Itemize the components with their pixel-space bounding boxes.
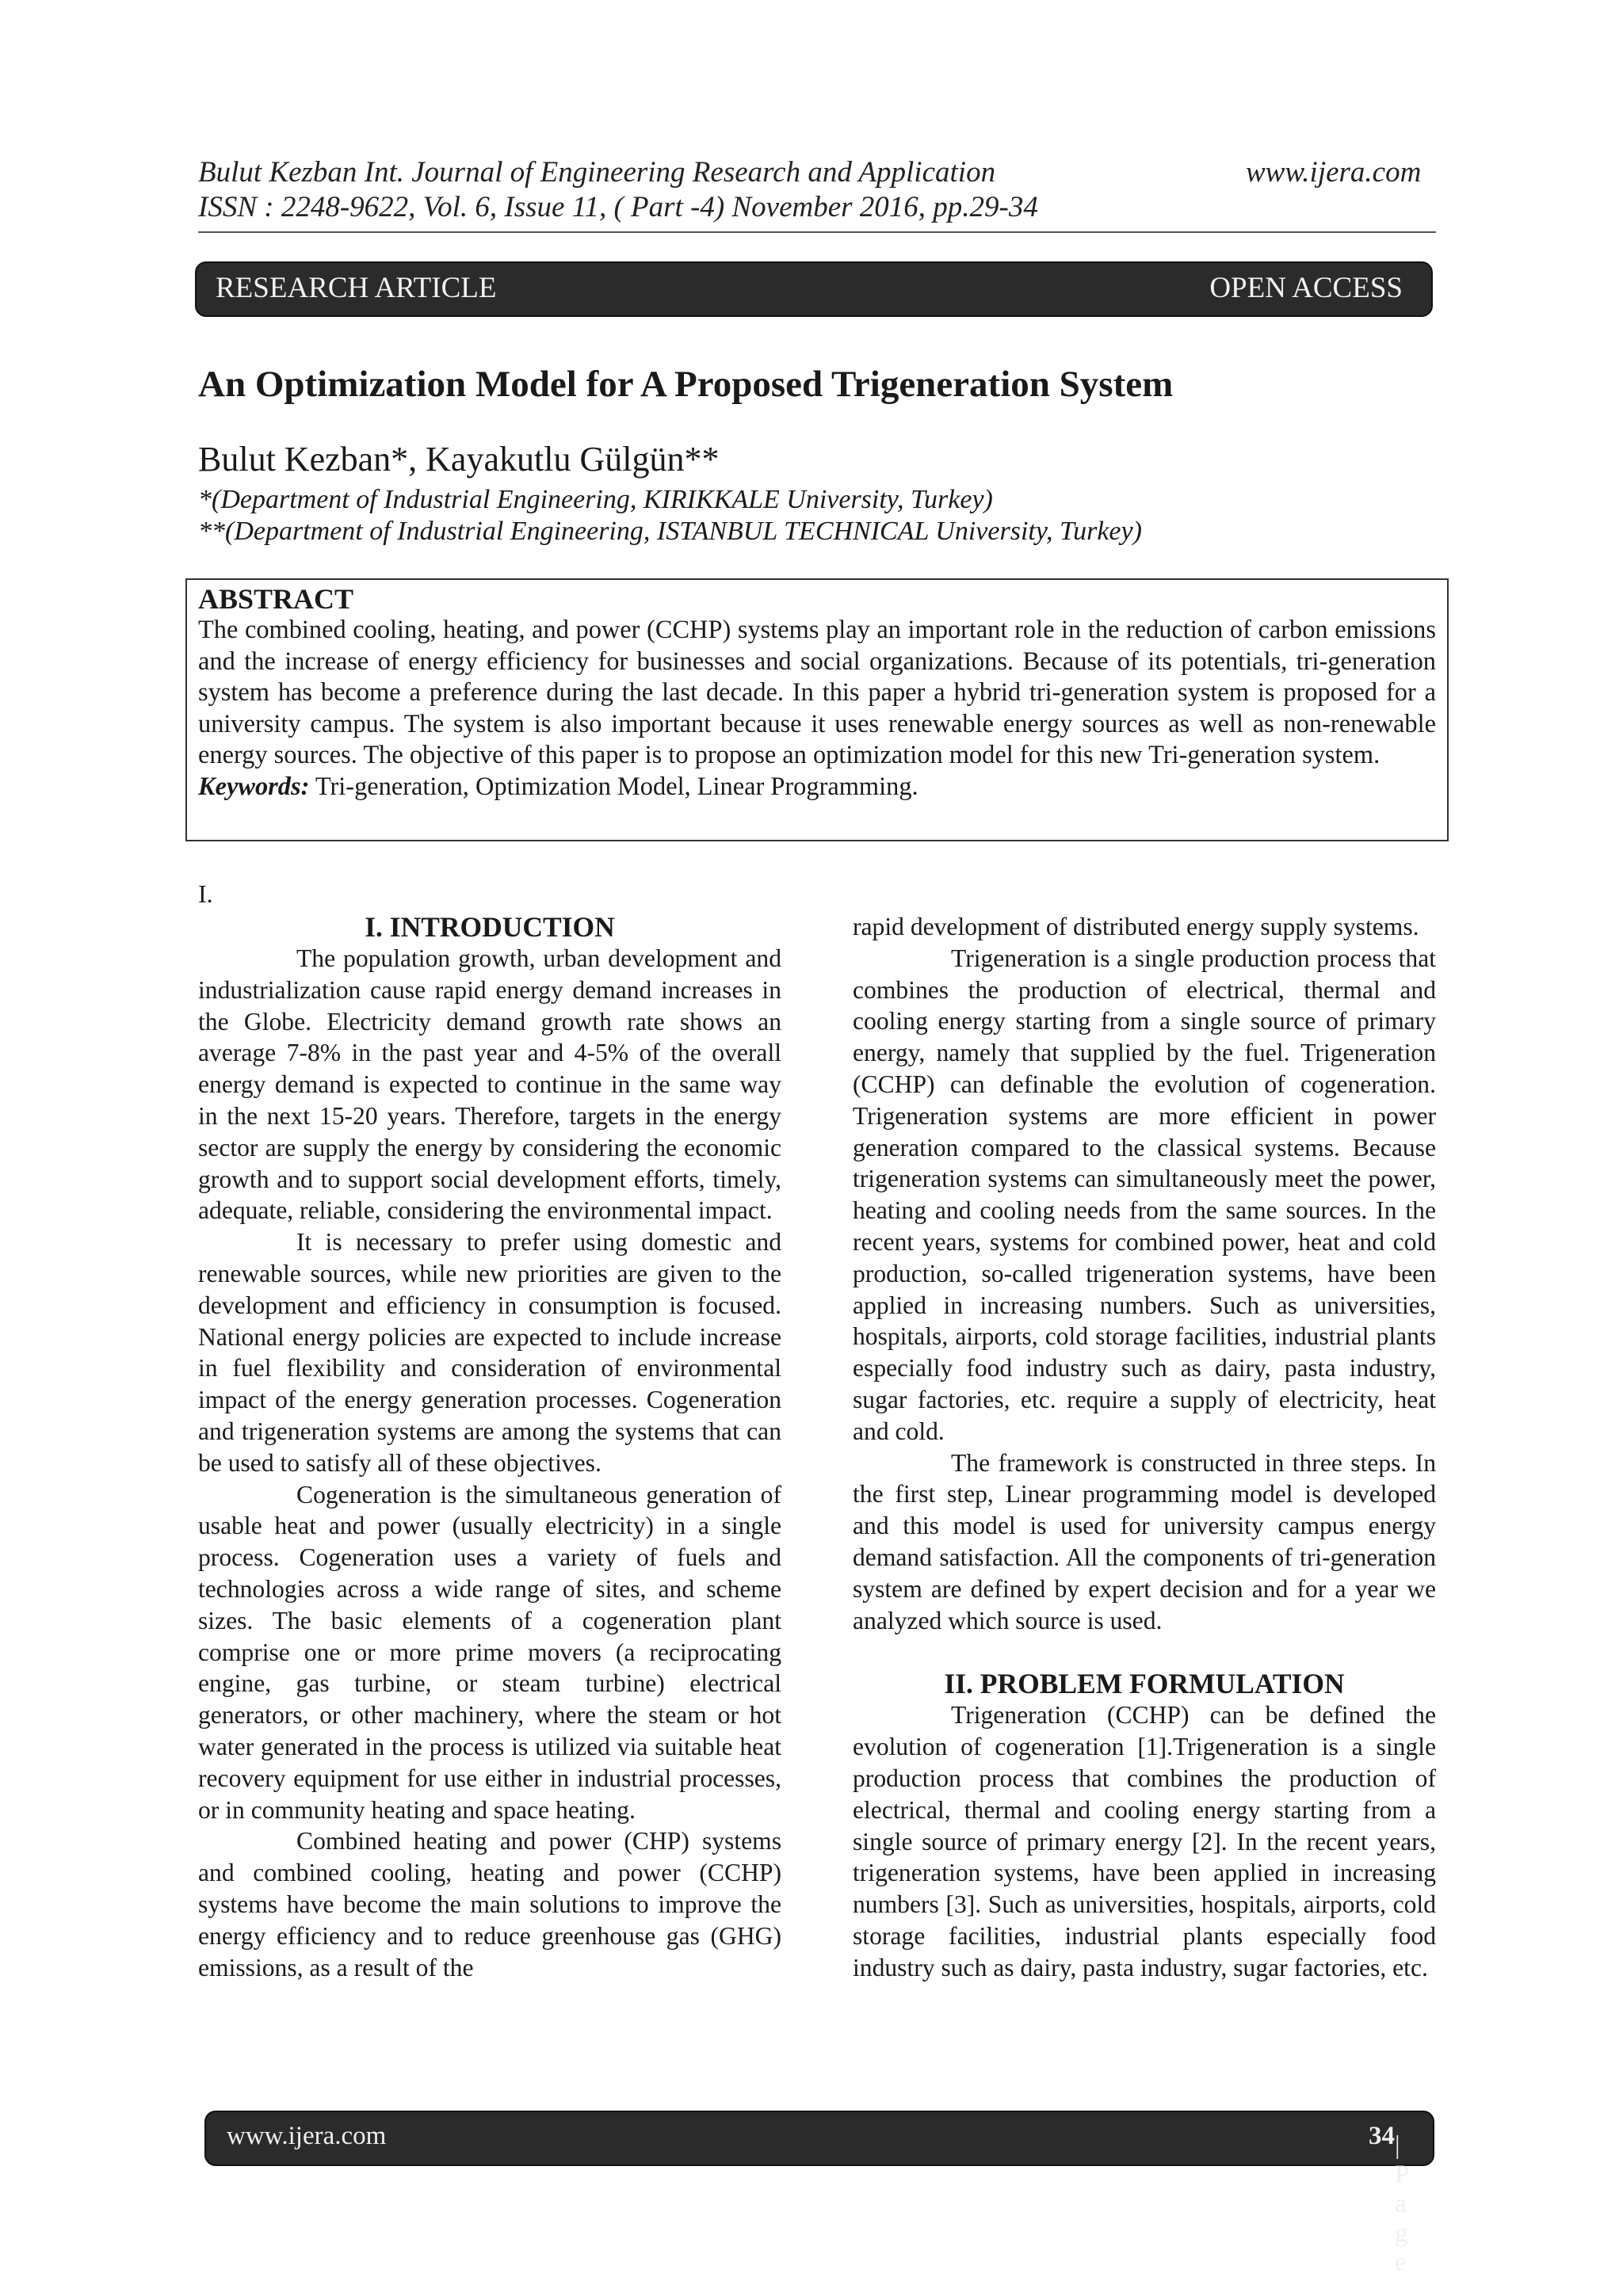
intro-paragraph: Combined heating and power (CHP) systems and combined cooling, heating and power (CCHP) systems have become the main solutions to improve the energy efficiency and to reduce greenhouse gas (GHG) emissions, as a result of the (198, 1827, 781, 1981)
section-heading-problem-formulation: II. PROBLEM FORMULATION (944, 1668, 1345, 1700)
right-column (853, 911, 1436, 1984)
left-column (198, 911, 781, 1983)
research-article-label: RESEARCH ARTICLE (216, 272, 497, 304)
journal-title: Bulut Kezban Int. Journal of Engineering Research and Application (198, 156, 996, 189)
abstract-text: The combined cooling, heating, and power (CCHP) systems play an important role in the reduction of carbon emissions and the increase of energy efficiency for businesses and social organizations. Because of its potentials, tri-generation system has become a preference during the last decade. In this paper a hybrid tri-generation system is proposed for a university campus. The system is also important because it uses renewable energy sources as well as non-renewable energy sources. The objective of this paper is to propose an optimization model for this new Tri-generation system. (198, 616, 1436, 769)
affiliation-2: **(Department of Industrial Engineering, ISTANBUL TECHNICAL University, Turkey) (198, 517, 1142, 546)
continued-paragraph: rapid development of distributed energy supply systems. (853, 913, 1419, 940)
problem-formulation-paragraph: Trigeneration (CCHP) can be defined the evolution of cogeneration [1].Trigeneration is a single production process that combines the production of electrical, thermal and cooling energy starting from a single source of primary energy [2]. In the recent years, trigeneration systems, have been applied in increasing numbers [3]. Such as universities, hospitals, airports, cold storage facilities, industrial plants especially food industry such as dairy, pasta industry, sugar factories, etc. (853, 1701, 1436, 1981)
header-rule (198, 231, 1436, 233)
keywords-line (198, 772, 1436, 803)
paper-title: An Optimization Model for A Proposed Trigeneration System (198, 364, 1174, 405)
journal-website[interactable]: www.ijera.com (1246, 156, 1422, 189)
section-heading-introduction: I. INTRODUCTION (365, 911, 615, 943)
stray-section-marker: I. (198, 879, 213, 908)
keywords-value: Tri-generation, Optimization Model, Linear Programming. (309, 772, 918, 801)
page-footer (204, 2111, 1434, 2277)
article-type-banner (195, 261, 1433, 317)
body-paragraph: Trigeneration is a single production process that combines the production of electrical, thermal and cooling energy starting from a single source of primary energy, namely that supplied by the fuel. Trigeneration (CCHP) can definable the evolution of cogeneration. Trigeneration systems are more efficient in power generation compared to the classical systems. Because trigeneration systems can simultaneously meet the power, heating and cooling needs from the same sources. In the recent years, systems for combined power, heat and cold production, so-called trigeneration systems, have been applied in increasing numbers. Such as universities, hospitals, airports, cold storage facilities, industrial plants especially food industry such as dairy, pasta industry, sugar factories, etc. require a supply of electricity, heat and cold. (853, 944, 1436, 1445)
page-number: 34 (1369, 2122, 1395, 2150)
keywords-label: Keywords: (198, 772, 310, 801)
intro-paragraph: The population growth, urban development and industrialization cause rapid energy demand increases in the Globe. Electricity demand growth rate shows an average 7-8% in the past year and 4-5% of the overall energy demand is expected to continue in the same way in the next 15-20 years. Therefore, targets in the energy sector are supply the energy by considering the economic growth and to support social development efforts, timely, adequate, reliable, considering the environmental impact. (198, 944, 781, 1225)
body-paragraph: The framework is constructed in three steps. In the first step, Linear programming model is developed and this model is used for university campus energy demand satisfaction. All the components of tri-generation system are defined by expert decision and for a year we analyzed which source is used. (853, 1448, 1436, 1634)
abstract-heading: ABSTRACT (198, 583, 354, 615)
page-indicator (1369, 2122, 1409, 2277)
intro-paragraph: It is necessary to prefer using domestic and renewable sources, while new priorities are given to the development and efficiency in consumption is focused. National energy policies are expected to include increase in fuel flexibility and consideration of environmental impact of the energy generation processes. Cogeneration and trigeneration systems are among the systems that can be used to satisfy all of these objectives. (198, 1228, 781, 1477)
page-label: | P a g e (1395, 2131, 1409, 2277)
open-access-label: OPEN ACCESS (1209, 272, 1403, 304)
intro-paragraph: Cogeneration is the simultaneous generation of usable heat and power (usually electricity) in a single process. Cogeneration uses a variety of fuels and technologies across a wide range of sites, and scheme sizes. The basic elements of a cogeneration plant comprise one or more prime movers (a reciprocating engine, gas turbine, or steam turbine) electrical generators, or other machinery, where the steam or hot water generated in the process is utilized via suitable heat recovery equipment for use either in industrial processes, or in community heating and space heating. (198, 1480, 781, 1824)
affiliation-1: *(Department of Industrial Engineering, KIRIKKALE University, Turkey) (198, 485, 993, 514)
footer-website[interactable]: www.ijera.com (227, 2122, 387, 2150)
issn-line: ISSN : 2248-9622, Vol. 6, Issue 11, ( Part -4) November 2016, pp.29-34 (198, 191, 1038, 223)
abstract-box (185, 578, 1449, 841)
author-list: Bulut Kezban*, Kayakutlu Gülgün** (198, 440, 720, 479)
